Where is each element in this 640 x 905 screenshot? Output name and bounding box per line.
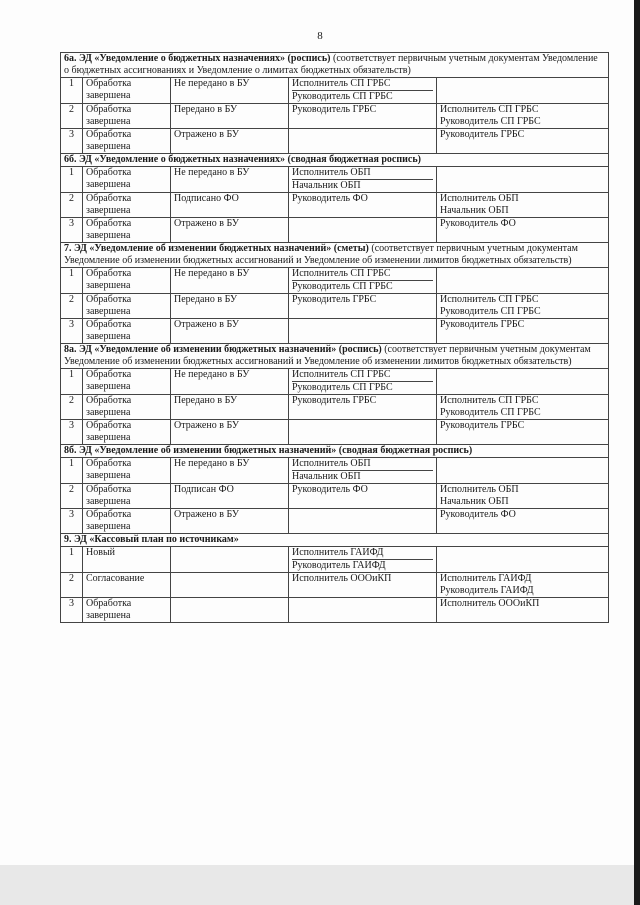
accounting-status: Не передано в БУ <box>171 369 289 395</box>
table-row <box>61 369 609 395</box>
section-note: (соответствует первичным учетным документам Уведомление об изменении бюджетных ассигнований и Уведомление об изменении лимитов бюджетных обязательств) <box>64 344 591 367</box>
section-header-row <box>61 344 609 369</box>
section-header-row <box>61 154 609 167</box>
next-signer-role: Руководитель СП ГРБС <box>440 306 541 317</box>
next-signers-cell <box>437 167 609 193</box>
row-number: 3 <box>61 319 83 344</box>
accounting-status: Не передано в БУ <box>171 78 289 104</box>
signer-role: Руководитель ГРБС <box>292 395 377 406</box>
signer-role: Начальник ОБП <box>292 471 361 482</box>
next-signer-role: Начальник ОБП <box>440 496 509 507</box>
signers-cell <box>289 319 437 344</box>
next-signer-role: Руководитель ГРБС <box>440 129 525 140</box>
accounting-status: Передано в БУ <box>171 104 289 129</box>
next-signer-role: Исполнитель СП ГРБС <box>440 294 539 305</box>
table-row <box>61 268 609 294</box>
section-header-cell <box>61 534 609 547</box>
document-state: Обработка завершена <box>83 218 171 243</box>
next-signer-role: Начальник ОБП <box>440 205 509 216</box>
section-header-cell <box>61 344 609 369</box>
table-row <box>61 509 609 534</box>
row-number: 1 <box>61 268 83 294</box>
accounting-status: Отражено в БУ <box>171 319 289 344</box>
signers-cell <box>289 294 437 319</box>
signer-role: Руководитель ГАИФД <box>292 560 386 571</box>
next-signers-cell <box>437 193 609 218</box>
next-signer-role: Руководитель ГРБС <box>440 420 525 431</box>
table-row <box>61 129 609 154</box>
signers-cell <box>289 193 437 218</box>
row-number: 2 <box>61 484 83 509</box>
accounting-status <box>171 598 289 623</box>
row-number: 1 <box>61 167 83 193</box>
signer-role: Руководитель ФО <box>292 484 368 495</box>
table-row <box>61 294 609 319</box>
accounting-status: Не передано в БУ <box>171 458 289 484</box>
signer-role: Исполнитель ГАИФД <box>292 547 433 560</box>
signer-role: Исполнитель СП ГРБС <box>292 78 433 91</box>
table-row <box>61 484 609 509</box>
signer-role: Руководитель СП ГРБС <box>292 281 393 292</box>
table-row <box>61 78 609 104</box>
section-header-row <box>61 534 609 547</box>
document-state: Обработка завершена <box>83 319 171 344</box>
signers-cell <box>289 509 437 534</box>
section-header-cell <box>61 243 609 268</box>
signers-cell <box>289 129 437 154</box>
section-header-cell <box>61 53 609 78</box>
row-number: 2 <box>61 573 83 598</box>
section-header-cell <box>61 445 609 458</box>
table-row <box>61 547 609 573</box>
document-state: Новый <box>83 547 171 573</box>
accounting-status: Отражено в БУ <box>171 509 289 534</box>
document-state: Обработка завершена <box>83 484 171 509</box>
signers-cell <box>289 598 437 623</box>
signers-cell <box>289 104 437 129</box>
next-signer-role: Руководитель ГАИФД <box>440 585 534 596</box>
row-number: 1 <box>61 78 83 104</box>
next-signer-role: Исполнитель СП ГРБС <box>440 104 539 115</box>
next-signers-cell <box>437 395 609 420</box>
accounting-status: Передано в БУ <box>171 294 289 319</box>
table-row <box>61 104 609 129</box>
scan-right-edge <box>634 0 640 905</box>
signers-cell <box>289 218 437 243</box>
next-signer-role: Руководитель СП ГРБС <box>440 407 541 418</box>
next-signer-role: Исполнитель ОБП <box>440 193 519 204</box>
signers-cell <box>289 420 437 445</box>
document-state: Обработка завершена <box>83 78 171 104</box>
signer-role: Руководитель ГРБС <box>292 104 377 115</box>
next-signer-role: Исполнитель ОБП <box>440 484 519 495</box>
accounting-status: Не передано в БУ <box>171 268 289 294</box>
signers-cell <box>289 547 437 573</box>
section-header-cell <box>61 154 609 167</box>
row-number: 2 <box>61 294 83 319</box>
signer-role: Руководитель ГРБС <box>292 294 377 305</box>
table-row <box>61 420 609 445</box>
signer-role: Исполнитель ОБП <box>292 167 433 180</box>
next-signer-role: Руководитель СП ГРБС <box>440 116 541 127</box>
section-header-row <box>61 243 609 268</box>
accounting-status: Отражено в БУ <box>171 420 289 445</box>
signer-role: Исполнитель ОООиКП <box>292 573 392 584</box>
row-number: 3 <box>61 509 83 534</box>
signer-role: Руководитель СП ГРБС <box>292 91 393 102</box>
signer-role: Руководитель СП ГРБС <box>292 382 393 393</box>
next-signers-cell <box>437 218 609 243</box>
section-title: 8б. ЭД «Уведомление об изменении бюджетных назначений» (сводная бюджетная роспись) <box>64 445 473 456</box>
status-table <box>60 52 609 623</box>
next-signers-cell <box>437 547 609 573</box>
next-signers-cell <box>437 420 609 445</box>
signer-role: Исполнитель СП ГРБС <box>292 268 433 281</box>
signers-cell <box>289 268 437 294</box>
signers-cell <box>289 484 437 509</box>
next-signers-cell <box>437 598 609 623</box>
table-row <box>61 319 609 344</box>
signers-cell <box>289 167 437 193</box>
signers-cell <box>289 573 437 598</box>
next-signers-cell <box>437 78 609 104</box>
table-row <box>61 395 609 420</box>
section-title: 8а. ЭД «Уведомление об изменении бюджетных назначений» (роспись) <box>64 344 382 355</box>
next-signers-cell <box>437 509 609 534</box>
next-signers-cell <box>437 573 609 598</box>
next-signers-cell <box>437 268 609 294</box>
accounting-status: Подписано ФО <box>171 193 289 218</box>
signers-cell <box>289 395 437 420</box>
next-signers-cell <box>437 458 609 484</box>
document-state: Обработка завершена <box>83 420 171 445</box>
table-row <box>61 167 609 193</box>
row-number: 1 <box>61 458 83 484</box>
document-state: Обработка завершена <box>83 369 171 395</box>
row-number: 3 <box>61 598 83 623</box>
page-number: 8 <box>317 30 323 42</box>
next-signer-role: Руководитель ФО <box>440 218 516 229</box>
document-state: Обработка завершена <box>83 104 171 129</box>
accounting-status <box>171 573 289 598</box>
section-header-row <box>61 445 609 458</box>
section-note: (соответствует первичным учетным документам Уведомление о бюджетных ассигнованиях и Уведомление о лимитах бюджетных обязательств) <box>64 53 598 76</box>
next-signers-cell <box>437 104 609 129</box>
row-number: 1 <box>61 369 83 395</box>
signer-role: Исполнитель ОБП <box>292 458 433 471</box>
table-row <box>61 193 609 218</box>
document-state: Обработка завершена <box>83 598 171 623</box>
table-row <box>61 458 609 484</box>
row-number: 3 <box>61 420 83 445</box>
row-number: 2 <box>61 395 83 420</box>
row-number: 2 <box>61 104 83 129</box>
accounting-status: Подписан ФО <box>171 484 289 509</box>
signers-cell <box>289 78 437 104</box>
next-signers-cell <box>437 484 609 509</box>
document-state: Обработка завершена <box>83 129 171 154</box>
document-state: Обработка завершена <box>83 268 171 294</box>
document-state: Обработка завершена <box>83 458 171 484</box>
next-signers-cell <box>437 319 609 344</box>
document-state: Обработка завершена <box>83 395 171 420</box>
accounting-status: Передано в БУ <box>171 395 289 420</box>
document-state: Обработка завершена <box>83 193 171 218</box>
document-state: Обработка завершена <box>83 294 171 319</box>
next-signers-cell <box>437 294 609 319</box>
section-note: (соответствует первичным учетным документам Уведомление об изменении бюджетных ассигнований и Уведомление об изменении лимитов бюджетных обязательств) <box>64 243 578 266</box>
signers-cell <box>289 458 437 484</box>
next-signers-cell <box>437 369 609 395</box>
table-row <box>61 573 609 598</box>
document-state: Согласование <box>83 573 171 598</box>
document-state: Обработка завершена <box>83 509 171 534</box>
next-signer-role: Исполнитель ОООиКП <box>440 598 540 609</box>
row-number: 3 <box>61 129 83 154</box>
table-row <box>61 218 609 243</box>
next-signer-role: Исполнитель ГАИФД <box>440 573 532 584</box>
signer-role: Руководитель ФО <box>292 193 368 204</box>
section-header-row <box>61 53 609 78</box>
next-signers-cell <box>437 129 609 154</box>
table-row <box>61 598 609 623</box>
accounting-status: Отражено в БУ <box>171 218 289 243</box>
row-number: 2 <box>61 193 83 218</box>
accounting-status: Отражено в БУ <box>171 129 289 154</box>
next-signer-role: Руководитель ГРБС <box>440 319 525 330</box>
next-signer-role: Исполнитель СП ГРБС <box>440 395 539 406</box>
section-title: 6а. ЭД «Уведомление о бюджетных назначениях» (роспись) <box>64 53 331 64</box>
row-number: 1 <box>61 547 83 573</box>
accounting-status: Не передано в БУ <box>171 167 289 193</box>
scan-bottom-band <box>0 865 640 905</box>
signer-role: Начальник ОБП <box>292 180 361 191</box>
row-number: 3 <box>61 218 83 243</box>
accounting-status <box>171 547 289 573</box>
signers-cell <box>289 369 437 395</box>
next-signer-role: Руководитель ФО <box>440 509 516 520</box>
section-title: 6б. ЭД «Уведомление о бюджетных назначениях» (сводная бюджетная роспись) <box>64 154 421 165</box>
section-title: 7. ЭД «Уведомление об изменении бюджетных назначений» (сметы) <box>64 243 369 254</box>
document-state: Обработка завершена <box>83 167 171 193</box>
section-title: 9. ЭД «Кассовый план по источникам» <box>64 534 239 545</box>
signer-role: Исполнитель СП ГРБС <box>292 369 433 382</box>
